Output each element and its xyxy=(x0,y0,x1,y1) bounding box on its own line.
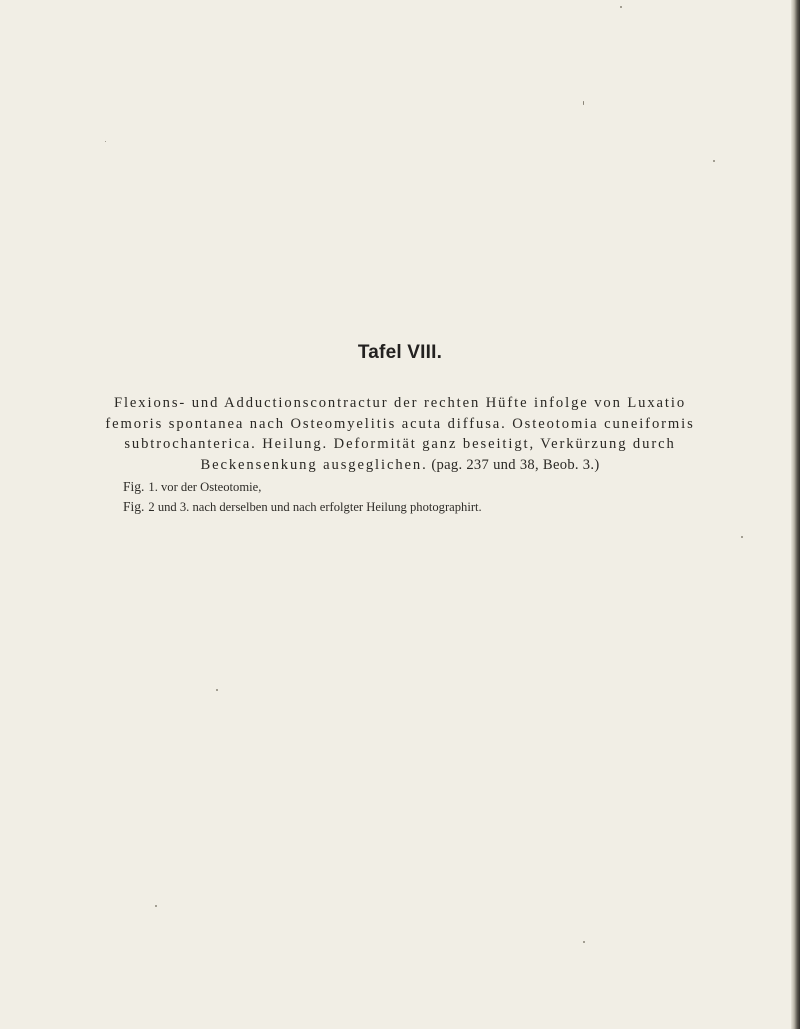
caption-line-3: subtrochanterica. Heilung. Deformität ganz beseitigt, Verkürzung durch xyxy=(124,436,676,452)
figure-legend xyxy=(123,477,482,517)
paper-speck xyxy=(620,6,622,8)
figure-description: 2 und 3. nach derselben und nach erfolgter Heilung photographirt. xyxy=(148,500,482,514)
figure-legend-item xyxy=(123,477,482,497)
figure-description: 1. vor der Osteotomie, xyxy=(148,480,262,494)
caption-page-reference: (pag. 237 und 38, Beob. 3.) xyxy=(431,456,600,473)
plate-caption xyxy=(90,393,710,475)
paper-speck xyxy=(583,941,585,943)
figure-label: Fig. xyxy=(123,499,145,514)
paper-speck xyxy=(105,141,106,142)
figure-label: Fig. xyxy=(123,479,145,494)
paper-speck xyxy=(216,689,218,691)
caption-line-1: Flexions- und Adductionscontractur der rechten Hüfte infolge von Luxatio xyxy=(113,395,687,411)
paper-speck xyxy=(741,536,743,538)
caption-line-4 xyxy=(90,455,710,476)
plate-title: Tafel VIII. xyxy=(357,342,443,363)
paper-speck xyxy=(583,101,584,105)
page-edge-shadow xyxy=(791,0,800,1029)
caption-line-2: femoris spontanea nach Osteomyelitis acuta diffusa. Osteotomia cuneiformis xyxy=(105,415,695,432)
caption-line-4-text: Beckensenkung ausgeglichen. xyxy=(200,456,428,473)
paper-speck xyxy=(155,905,157,907)
figure-legend-item xyxy=(123,497,482,517)
paper-speck xyxy=(713,160,715,162)
